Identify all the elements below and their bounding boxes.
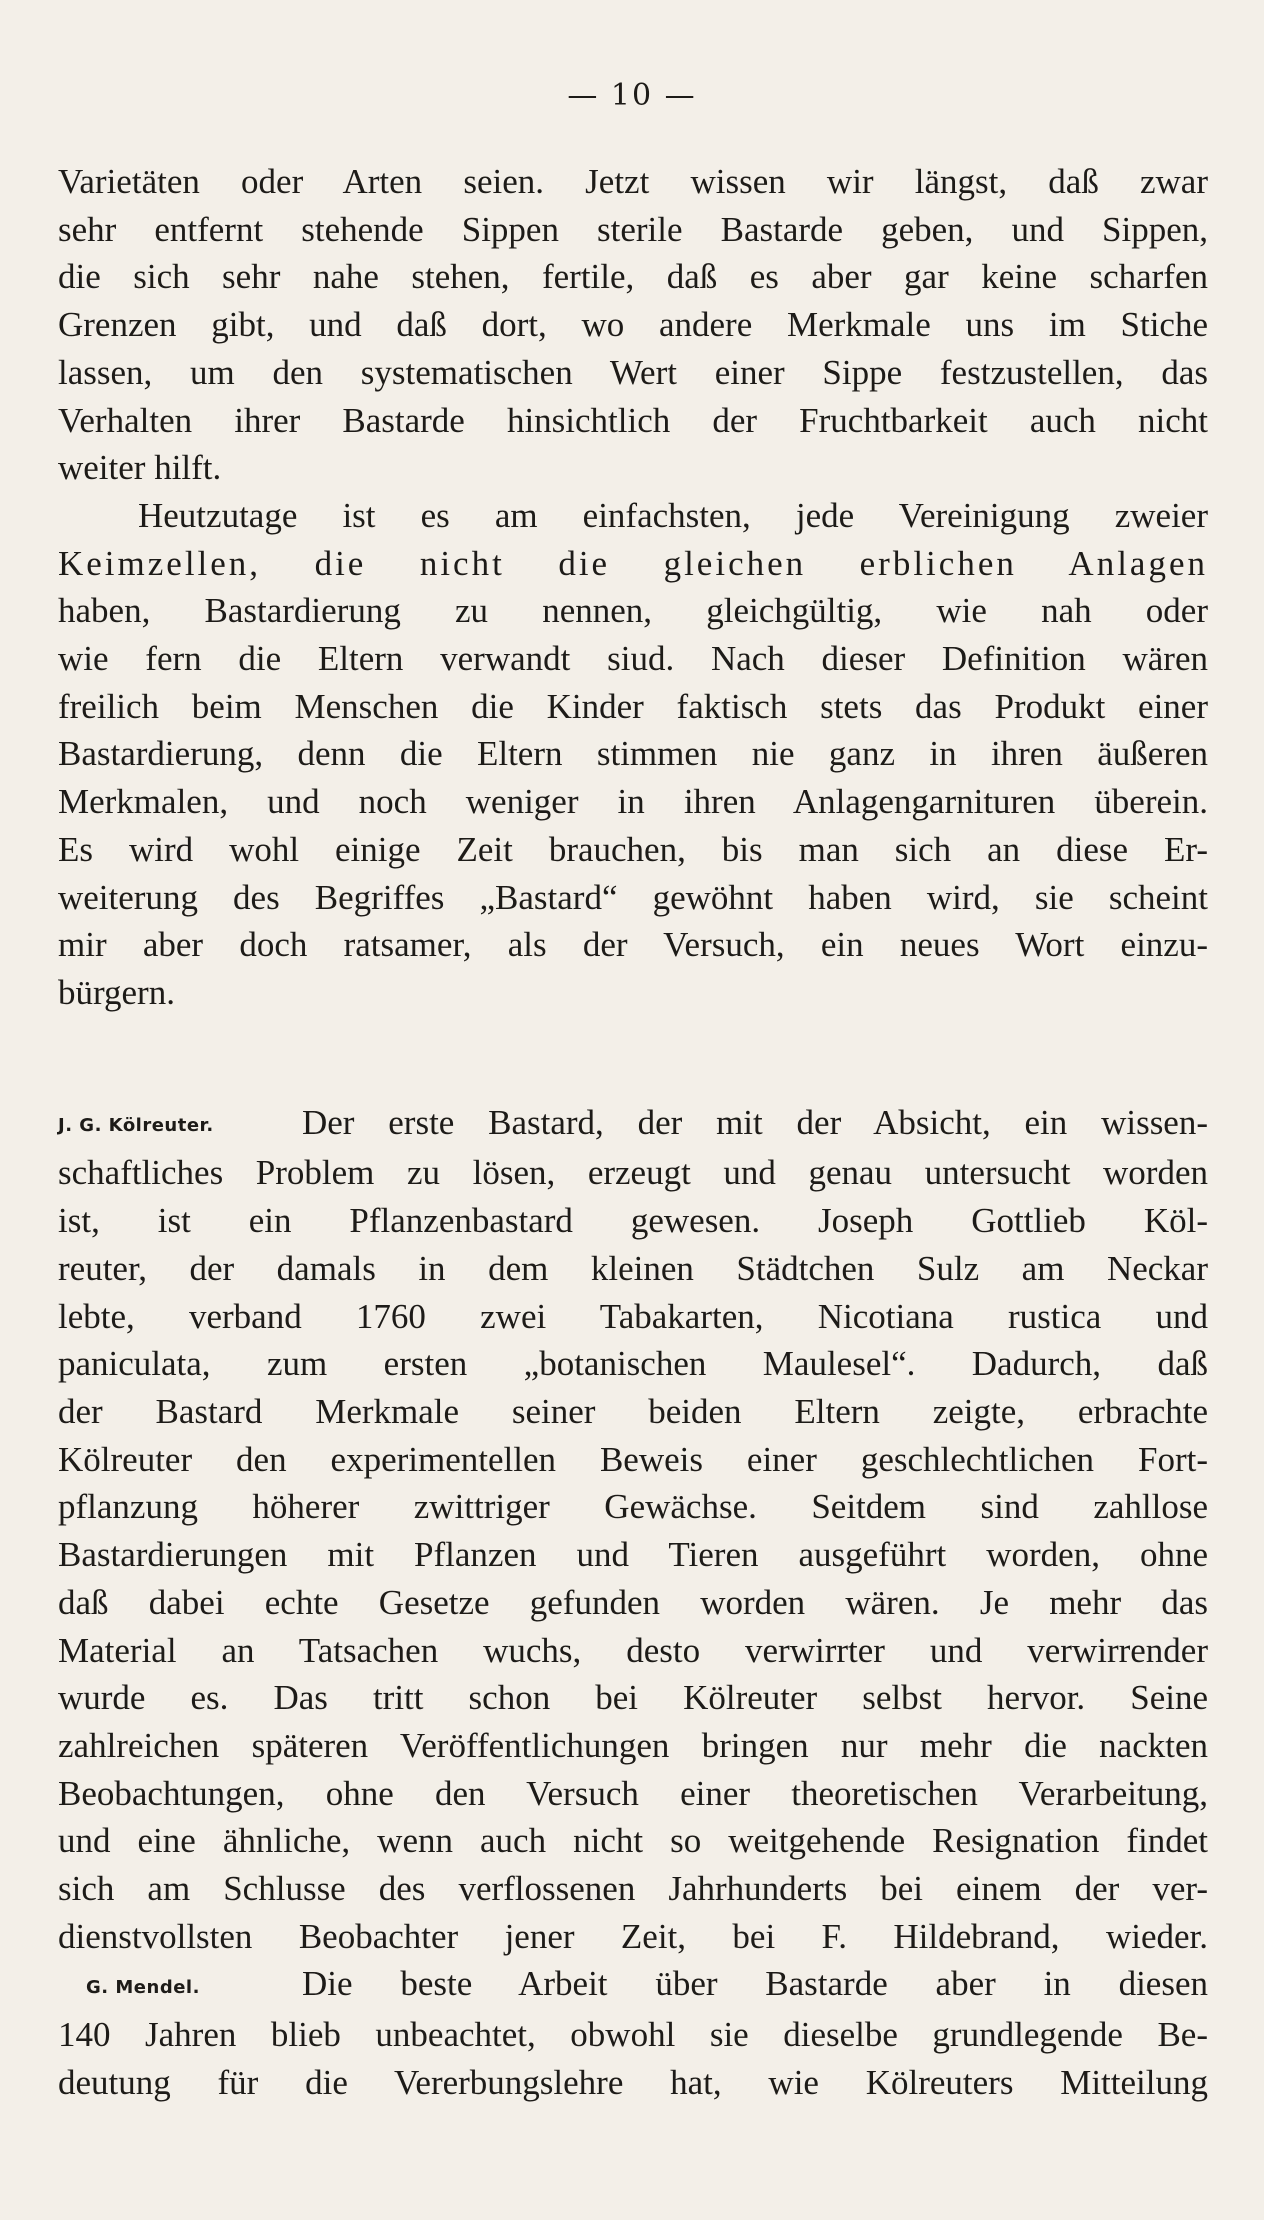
text-line: Heutzutage ist es am einfachsten, jede Vereinigung zweier (138, 495, 1208, 535)
text-line: ist, ist ein Pflanzenbastard gewesen. Joseph Gottlieb Köl- (58, 1201, 1208, 1241)
text-line: mir aber doch ratsamer, als der Versuch, ein neues Wort einzu- (58, 925, 1208, 965)
text-line: haben, Bastardierung zu nennen, gleichgültig, wie nah oder (58, 591, 1208, 631)
text-line: sehr entfernt stehende Sippen sterile Bastarde geben, und Sippen, (58, 209, 1208, 249)
text-line: zahlreichen späteren Veröffentlichungen bringen nur mehr die nackten (58, 1725, 1208, 1765)
sidenote-cell (58, 1960, 302, 2011)
sidenote-koelreuter: J. G. Kölreuter. (58, 1114, 214, 1136)
text-line: lebte, verband 1760 zwei Tabakarten, Nicotiana rustica und (58, 1296, 1208, 1336)
text-line: schaftliches Problem zu lösen, erzeugt und genau untersucht worden (58, 1153, 1208, 1193)
paragraph-4 (58, 1960, 1208, 2106)
text-line: Material an Tatsachen wuchs, desto verwirrter und verwirrender (58, 1630, 1208, 1670)
sidenote-row (58, 1099, 1208, 1150)
paragraph-gap (58, 1017, 1208, 1099)
text-line: Bastardierungen mit Pflanzen und Tieren ausgeführt worden, ohne (58, 1535, 1208, 1575)
body-text (58, 158, 1208, 2107)
text-line: Es wird wohl einige Zeit brauchen, bis man sich an diese Er- (58, 829, 1208, 869)
sidenote-row (58, 1960, 1208, 2011)
text-line: pflanzung höherer zwittriger Gewächse. Seitdem sind zahllose (58, 1487, 1208, 1527)
text-line: Keimzellen, die nicht die gleichen erblichen Anlagen (58, 543, 1208, 583)
text-line: dienstvollsten Beobachter jener Zeit, bei F. Hildebrand, wieder. (58, 1916, 1208, 1956)
paragraph-3 (58, 1099, 1208, 1961)
text-line: Beobachtungen, ohne den Versuch einer theoretischen Verarbeitung, (58, 1773, 1208, 1813)
text-line: Verhalten ihrer Bastarde hinsichtlich der Fruchtbarkeit auch nicht (58, 400, 1208, 440)
text-line: lassen, um den systematischen Wert einer Sippe festzustellen, das (58, 352, 1208, 392)
text-line: reuter, der damals in dem kleinen Städtchen Sulz am Neckar (58, 1248, 1208, 1288)
page-number: — 10 — (567, 78, 697, 113)
text-line: 140 Jahren blieb unbeachtet, obwohl sie dieselbe grundlegende Be- (58, 2015, 1208, 2055)
text-line: Bastardierung, denn die Eltern stimmen nie ganz in ihren äußeren (58, 734, 1208, 774)
text-line: die sich sehr nahe stehen, fertile, daß es aber gar keine scharfen (58, 257, 1208, 297)
sidenote-mendel: G. Mendel. (86, 1976, 200, 1998)
text-line: Die beste Arbeit über Bastarde aber in diesen (302, 1964, 1208, 2004)
text-line: weiterung des Begriffes „Bastard“ gewöhnt haben wird, sie scheint (58, 877, 1208, 917)
sidenote-cell (58, 1099, 302, 1150)
text-line: sich am Schlusse des verflossenen Jahrhunderts bei einem der ver- (58, 1869, 1208, 1909)
text-line: paniculata, zum ersten „botanischen Maulesel“. Dadurch, daß (58, 1344, 1208, 1384)
text-line: Merkmalen, und noch weniger in ihren Anlagengarnituren überein. (58, 782, 1208, 822)
text-line: daß dabei echte Gesetze gefunden worden wären. Je mehr das (58, 1582, 1208, 1622)
text-line: und eine ähnliche, wenn auch nicht so weitgehende Resignation findet (58, 1821, 1208, 1861)
text-line: freilich beim Menschen die Kinder faktisch stets das Produkt einer (58, 686, 1208, 726)
text-line: bürgern. (58, 972, 175, 1012)
text-line: wurde es. Das tritt schon bei Kölreuter selbst hervor. Seine (58, 1678, 1208, 1718)
text-line: deutung für die Vererbungslehre hat, wie Kölreuters Mitteilung (58, 2062, 1208, 2102)
paragraph-1 (58, 158, 1208, 492)
text-line: der Bastard Merkmale seiner beiden Eltern zeigte, erbrachte (58, 1391, 1208, 1431)
text-line: weiter hilft. (58, 448, 222, 488)
paragraph-2 (58, 492, 1208, 1017)
text-line: wie fern die Eltern verwandt siud. Nach dieser Definition wären (58, 639, 1208, 679)
text-line: Der erste Bastard, der mit der Absicht, ein wissen- (302, 1102, 1208, 1142)
text-line: Varietäten oder Arten seien. Jetzt wissen wir längst, daß zwar (58, 162, 1208, 201)
text-line: Kölreuter den experimentellen Beweis einer geschlechtlichen Fort- (58, 1439, 1208, 1479)
text-line: Grenzen gibt, und daß dort, wo andere Merkmale uns im Stiche (58, 305, 1208, 345)
